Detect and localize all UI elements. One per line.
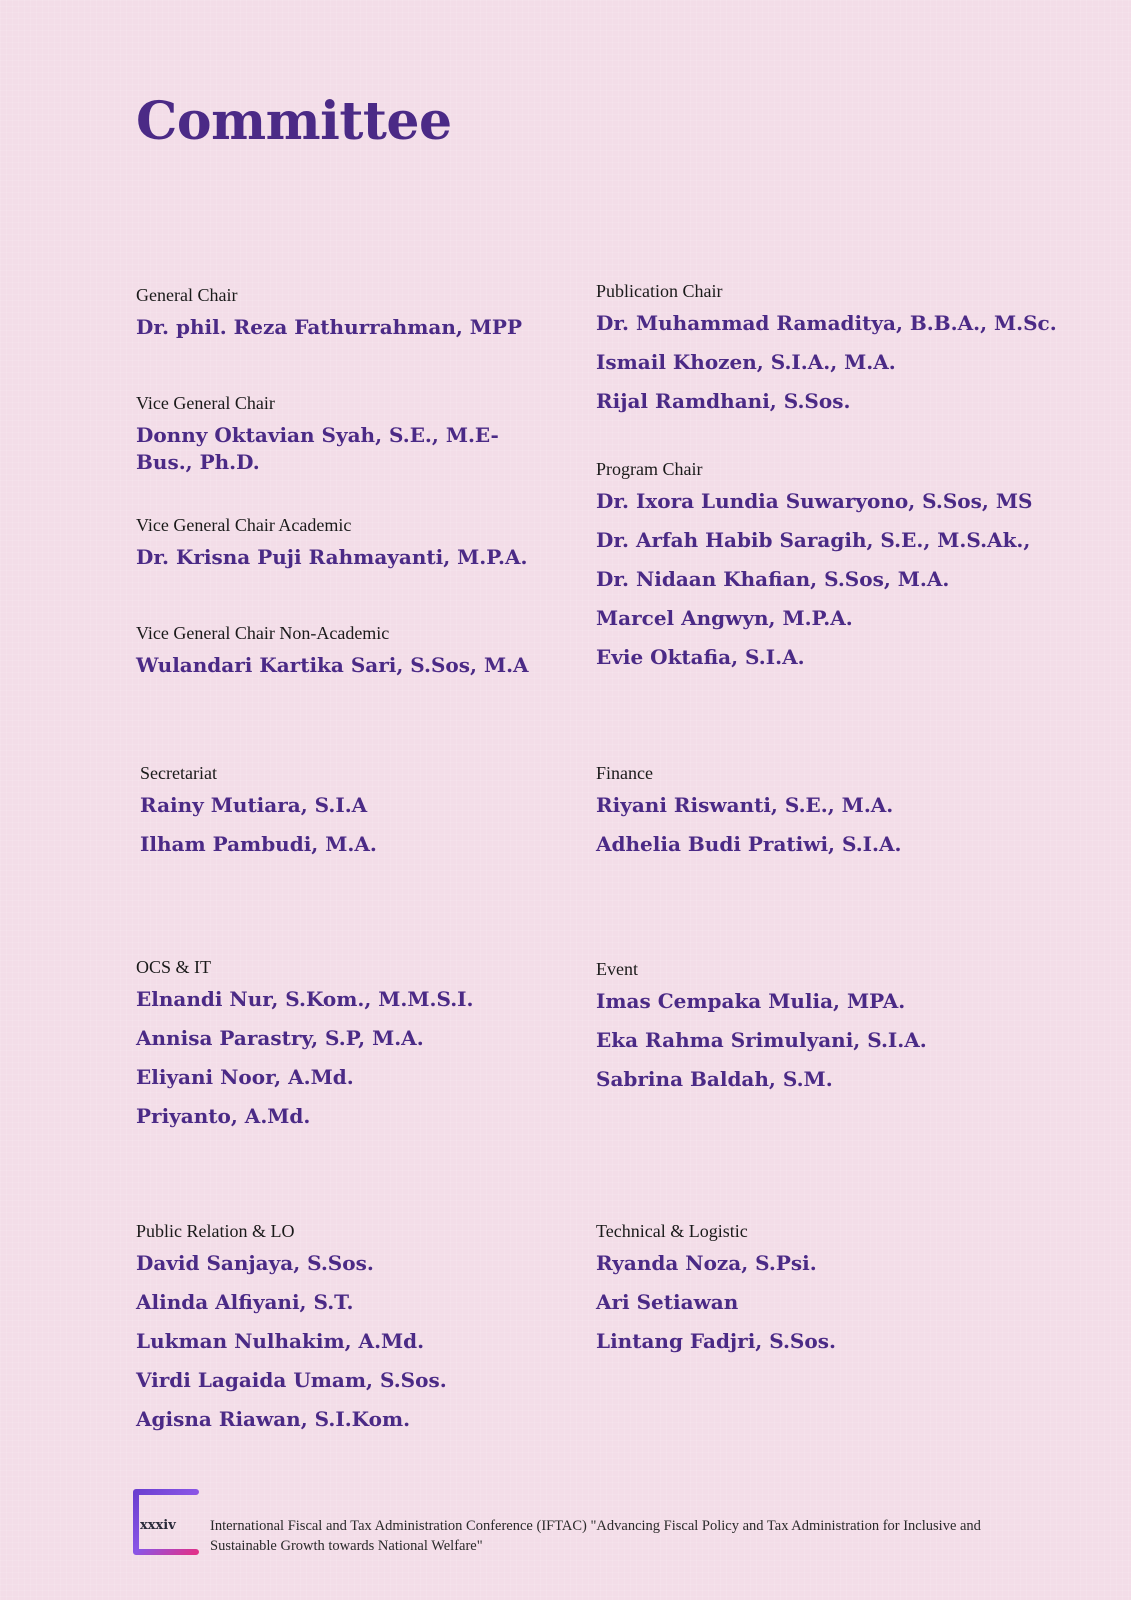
section-general-chair xyxy=(136,284,556,353)
section-label: Vice General Chair Academic xyxy=(136,515,352,535)
section-event xyxy=(596,958,1096,1105)
member-name: Evie Oktafia, S.I.A. xyxy=(596,645,805,669)
member-name: Ismail Khozen, S.I.A., M.A. xyxy=(596,350,896,374)
section-label: Finance xyxy=(596,763,653,783)
section-vice-general-chair-academic xyxy=(136,514,556,583)
section-vice-general-chair xyxy=(136,392,556,488)
member-name: Ilham Pambudi, M.A. xyxy=(140,832,377,856)
section-program-chair xyxy=(596,458,1096,683)
member-name: Imas Cempaka Mulia, MPA. xyxy=(596,989,906,1013)
page-number: xxxiv xyxy=(140,1518,176,1533)
member-name: Riyani Riswanti, S.E., M.A. xyxy=(596,793,894,817)
member-name: Dr. phil. Reza Fathurrahman, MPP xyxy=(136,315,523,339)
member-name: Lukman Nulhakim, A.Md. xyxy=(136,1329,425,1353)
member-name: Annisa Parastry, S.P, M.A. xyxy=(136,1026,424,1050)
section-label: Program Chair xyxy=(596,459,703,479)
section-label: Public Relation & LO xyxy=(136,1221,295,1241)
member-name: Adhelia Budi Pratiwi, S.I.A. xyxy=(596,832,902,856)
member-name: Virdi Lagaida Umam, S.Sos. xyxy=(136,1368,447,1392)
section-label: Event xyxy=(596,959,638,979)
section-label: Vice General Chair xyxy=(136,393,275,413)
member-name: Lintang Fadjri, S.Sos. xyxy=(596,1329,836,1353)
section-secretariat xyxy=(140,762,560,870)
member-name: Ryanda Noza, S.Psi. xyxy=(596,1251,817,1275)
page-title: Committee xyxy=(136,91,452,152)
section-label: Vice General Chair Non-Academic xyxy=(136,623,390,643)
section-ocs-it xyxy=(136,956,556,1142)
member-name: Dr. Nidaan Khafian, S.Sos, M.A. xyxy=(596,567,950,591)
member-name: Elnandi Nur, S.Kom., M.M.S.I. xyxy=(136,987,474,1011)
section-vice-general-chair-non-academic xyxy=(136,622,556,691)
section-publication-chair xyxy=(596,280,1096,427)
footer-text: International Fiscal and Tax Administration Conference (IFTAC) "Advancing Fiscal Policy and Tax Administration for Inclusive and Sustainable Growth towards National Welfare" xyxy=(210,1518,981,1554)
member-name: Dr. Arfah Habib Saragih, S.E., M.S.Ak., xyxy=(596,528,1031,552)
member-name: Marcel Angwyn, M.P.A. xyxy=(596,606,853,630)
member-name: Donny Oktavian Syah, S.E., M.E-Bus., Ph.D. xyxy=(136,423,499,474)
member-name: Rijal Ramdhani, S.Sos. xyxy=(596,389,851,413)
section-label: OCS & IT xyxy=(136,957,212,977)
section-label: General Chair xyxy=(136,285,238,305)
member-name: Alinda Alfiyani, S.T. xyxy=(136,1290,354,1314)
member-name: Rainy Mutiara, S.I.A xyxy=(140,793,368,817)
member-name: Dr. Ixora Lundia Suwaryono, S.Sos, MS xyxy=(596,489,1033,513)
section-technical-logistic xyxy=(596,1220,1096,1367)
section-finance xyxy=(596,762,1096,870)
section-public-relation xyxy=(136,1220,556,1445)
member-name: Wulandari Kartika Sari, S.Sos, M.A xyxy=(136,653,529,677)
member-name: Eliyani Noor, A.Md. xyxy=(136,1065,354,1089)
page-footer xyxy=(130,1486,1010,1558)
member-name: Dr. Muhammad Ramaditya, B.B.A., M.Sc. xyxy=(596,311,1057,335)
section-label: Publication Chair xyxy=(596,281,723,301)
section-label: Secretariat xyxy=(140,763,217,783)
member-name: Agisna Riawan, S.I.Kom. xyxy=(136,1407,411,1431)
member-name: Ari Setiawan xyxy=(596,1290,739,1314)
member-name: Dr. Krisna Puji Rahmayanti, M.P.A. xyxy=(136,545,528,569)
member-name: Priyanto, A.Md. xyxy=(136,1104,311,1128)
member-name: Eka Rahma Srimulyani, S.I.A. xyxy=(596,1028,927,1052)
member-name: David Sanjaya, S.Sos. xyxy=(136,1251,374,1275)
member-name: Sabrina Baldah, S.M. xyxy=(596,1067,833,1091)
section-label: Technical & Logistic xyxy=(596,1221,748,1241)
